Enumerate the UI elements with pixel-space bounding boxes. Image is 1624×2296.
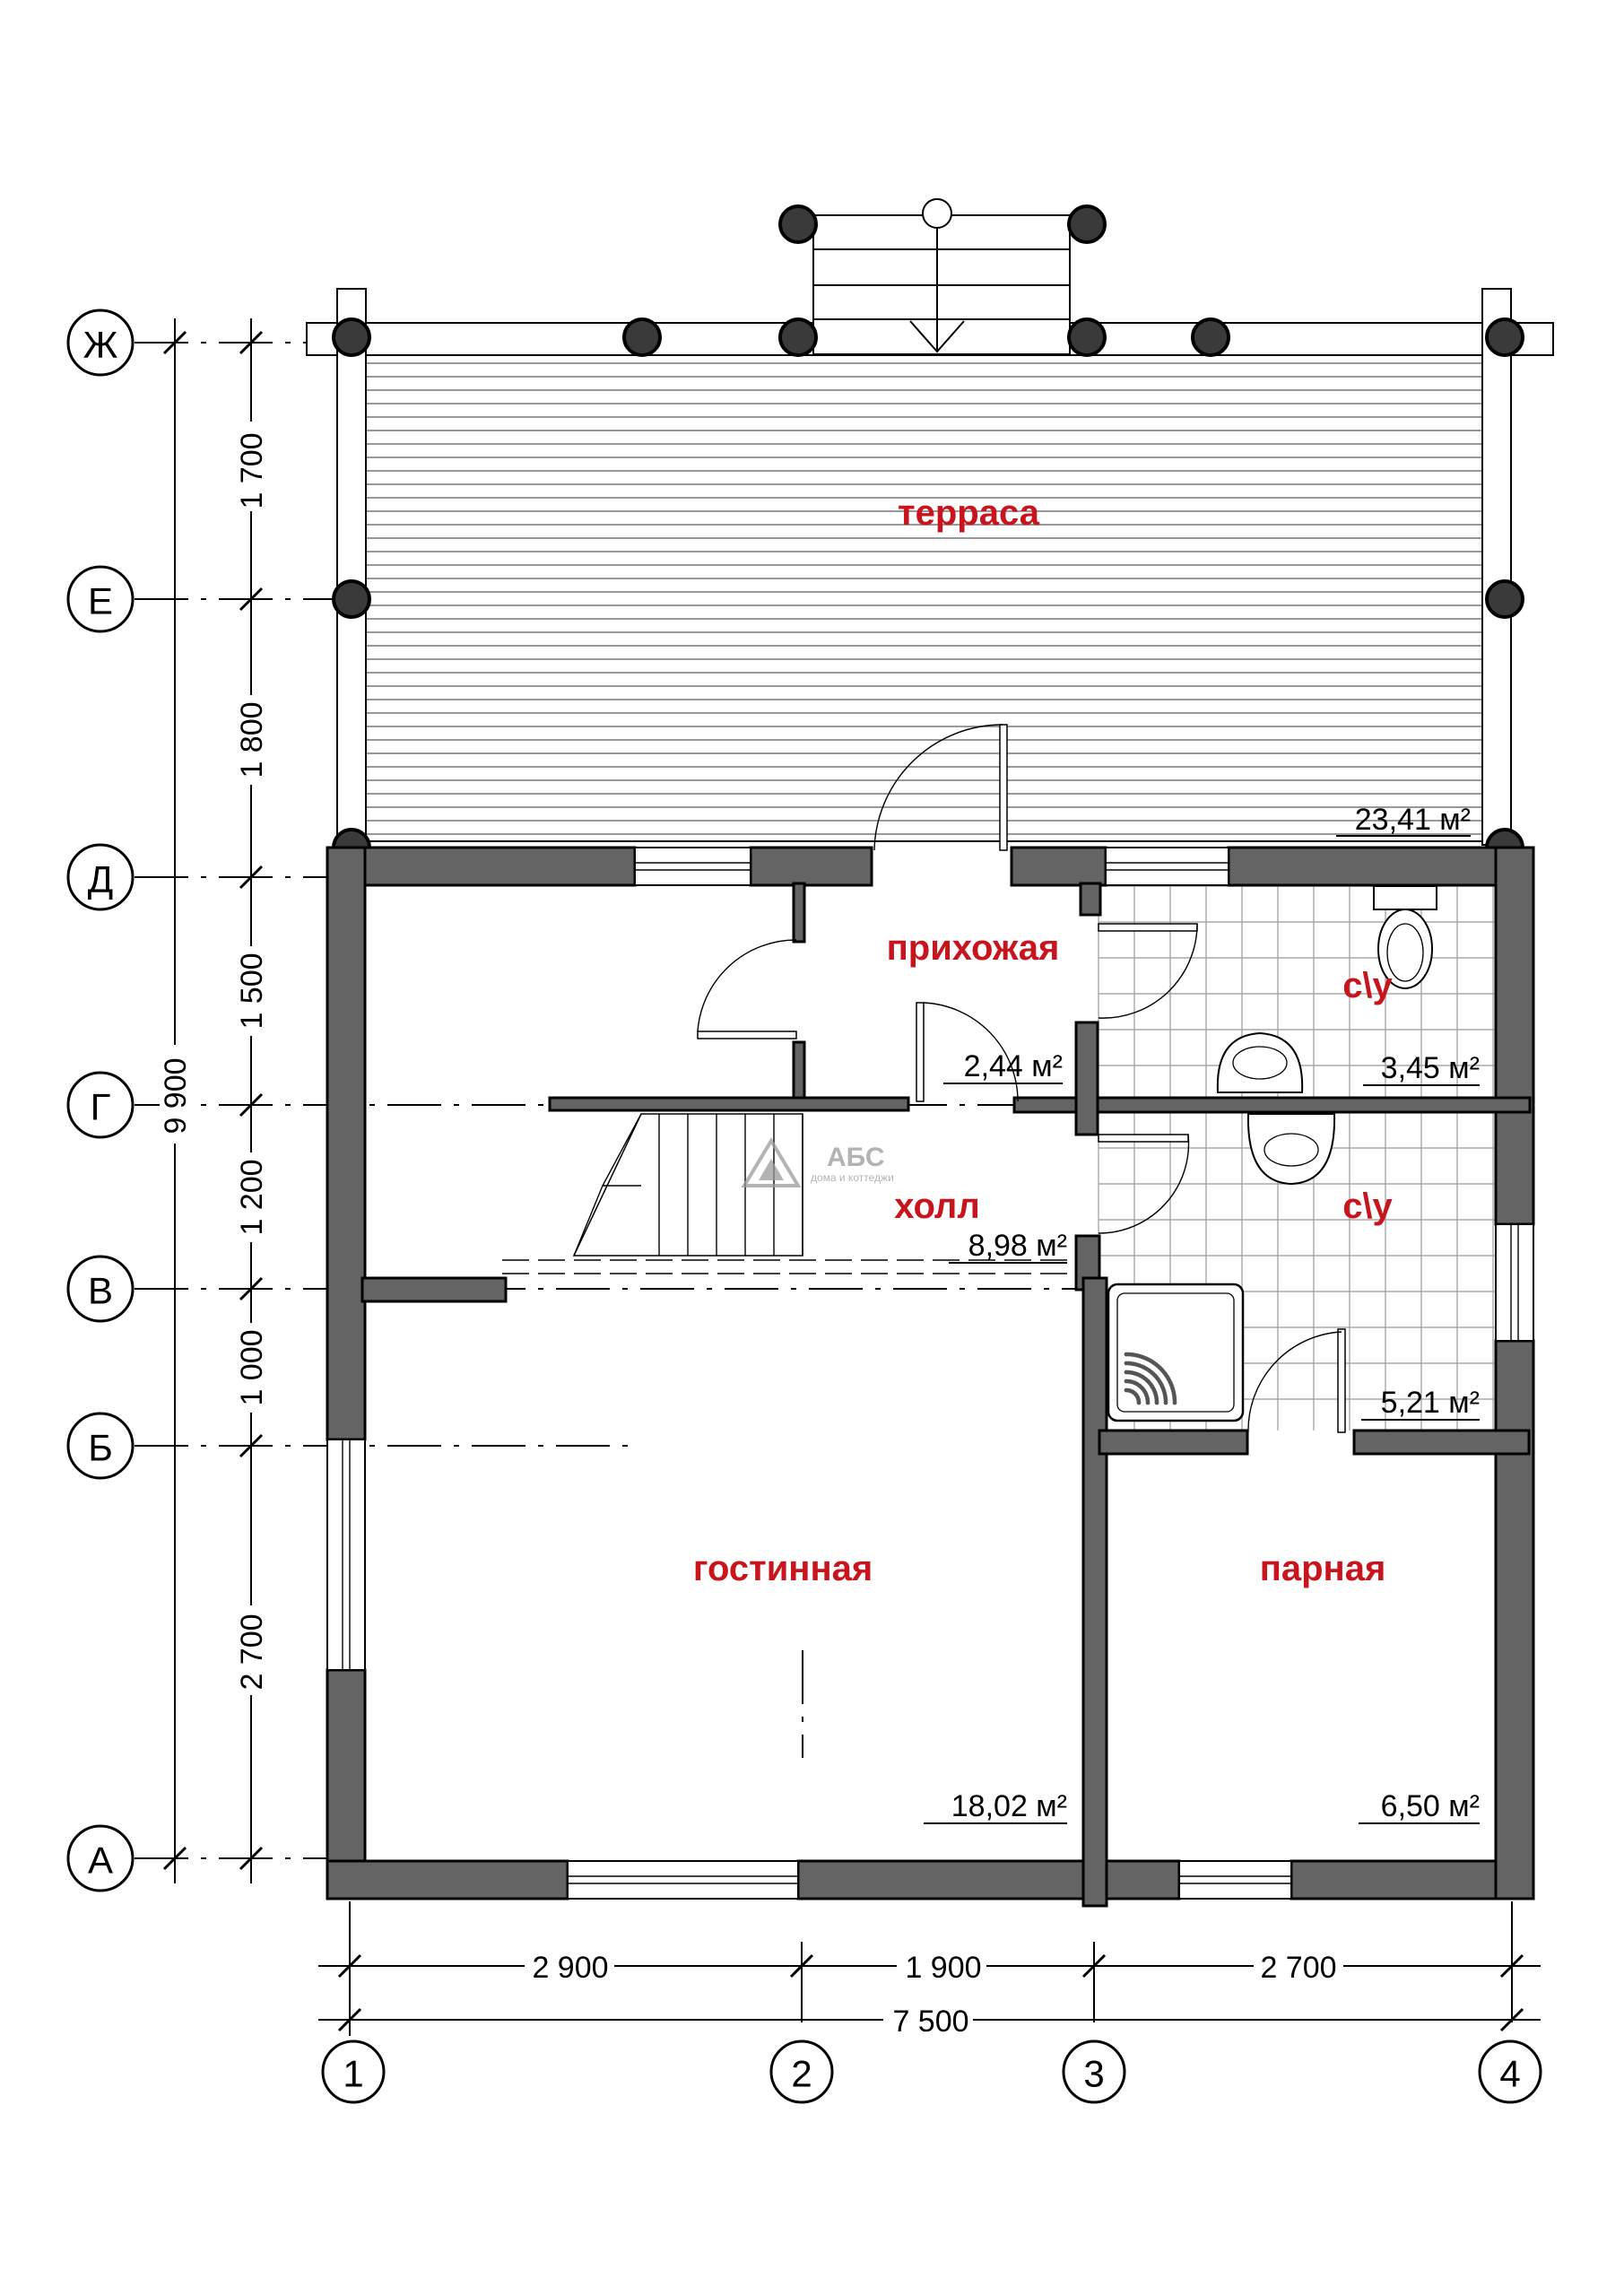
axis-bubble-1 [323, 2041, 384, 2102]
room-living-name: гостинная [692, 1549, 873, 1588]
svg-text:Д: Д [87, 857, 114, 900]
svg-text:1: 1 [343, 2052, 364, 2095]
svg-text:Г: Г [90, 1085, 111, 1128]
room-wc2-name: с\у [1342, 1187, 1393, 1226]
dim-total-vertical: 9 900 [159, 1057, 193, 1135]
axis-bubble-v [68, 1257, 133, 1321]
room-living-area: 18,02 м² [951, 1789, 1067, 1823]
axis-bubble-d [68, 845, 133, 909]
dim-zh-e: 1 700 [235, 432, 269, 509]
terrace-steps [813, 199, 1070, 354]
dim-g-v: 1 200 [235, 1159, 269, 1236]
room-steam-area: 6,50 м² [1380, 1789, 1480, 1823]
shower-tray [1108, 1284, 1243, 1421]
room-hall-area: 8,98 м² [968, 1229, 1067, 1263]
axis-bubble-e [68, 567, 133, 631]
room-hall-name: холл [894, 1187, 980, 1226]
axis-bubble-b [68, 1413, 133, 1478]
axis-bubble-2 [771, 2041, 832, 2102]
svg-text:3: 3 [1083, 2052, 1105, 2095]
svg-text:4: 4 [1499, 2052, 1521, 2095]
axis-bubble-a [68, 1826, 133, 1891]
svg-text:В: В [87, 1269, 114, 1312]
svg-text:Ж: Ж [83, 323, 118, 366]
dim-d-g: 1 500 [235, 952, 269, 1030]
axis-bubble-g [68, 1073, 133, 1137]
terrace-deck [366, 348, 1482, 841]
axis-bubble-4 [1480, 2041, 1541, 2102]
walls [327, 848, 1533, 1906]
room-hallway-area: 2,44 м² [963, 1049, 1063, 1083]
logo-name: АБС [827, 1143, 885, 1172]
axis-bubble-zh [68, 310, 133, 375]
room-terrace-name: терраса [898, 493, 1039, 533]
dim-v-b: 1 000 [235, 1329, 269, 1406]
svg-text:Б: Б [88, 1426, 113, 1469]
dim-e-d: 1 800 [235, 701, 269, 778]
sink-wc2 [1248, 1114, 1334, 1184]
room-wc1-area: 3,45 м² [1380, 1051, 1480, 1085]
dim-3-4: 2 700 [1260, 1951, 1337, 1985]
svg-text:Е: Е [87, 579, 114, 622]
svg-text:А: А [87, 1839, 114, 1882]
room-steam-name: парная [1259, 1549, 1386, 1588]
sink-wc1 [1218, 1033, 1302, 1092]
room-hallway-name: прихожая [886, 928, 1060, 968]
logo-tagline: дома и коттеджи [811, 1171, 894, 1184]
dim-b-a: 2 700 [235, 1613, 269, 1691]
room-wc1-name: с\у [1342, 966, 1393, 1005]
svg-text:2: 2 [791, 2052, 812, 2095]
room-terrace-area: 23,41 м² [1354, 803, 1471, 837]
axis-bubble-3 [1064, 2041, 1125, 2102]
room-wc2-area: 5,21 м² [1380, 1386, 1480, 1420]
dim-2-3: 1 900 [905, 1951, 982, 1985]
dim-total-horizontal: 7 500 [892, 2005, 969, 2039]
dim-1-2: 2 900 [532, 1951, 609, 1985]
